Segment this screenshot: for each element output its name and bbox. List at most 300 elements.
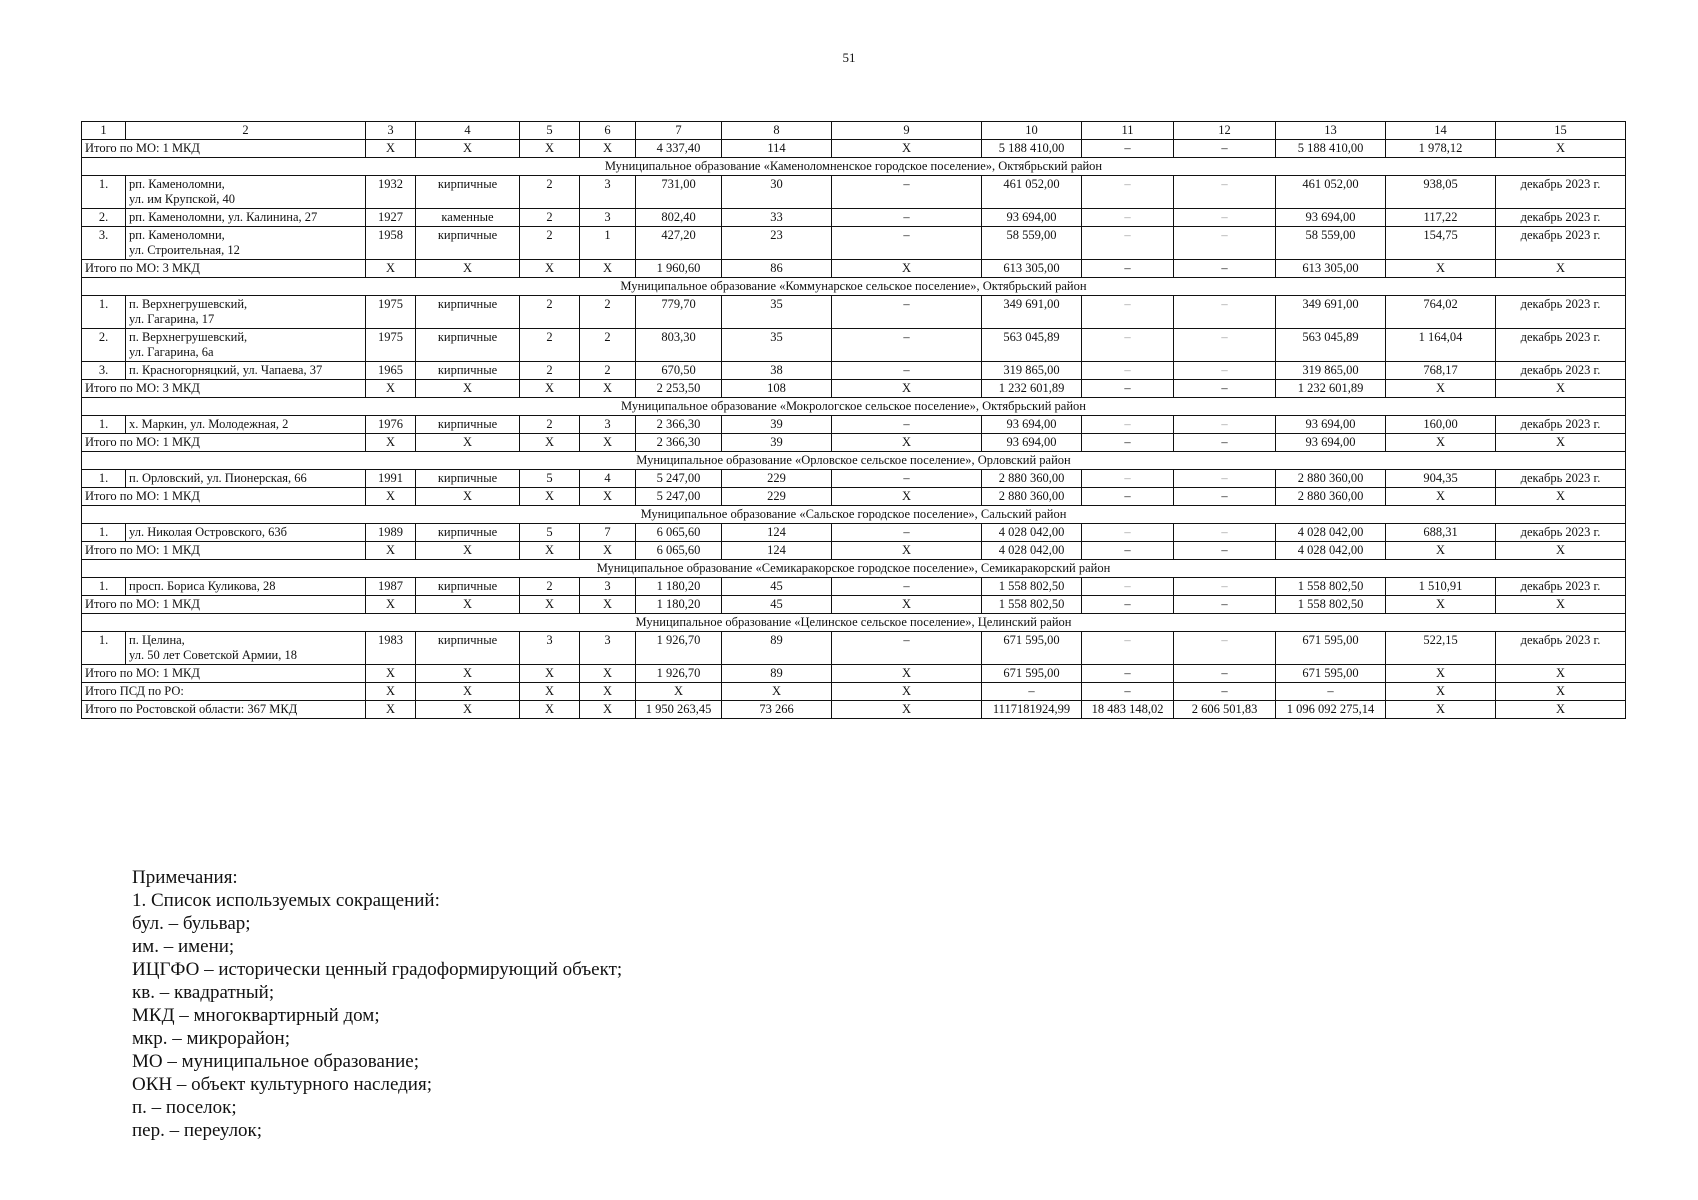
table-cell: X [1496, 434, 1626, 452]
table-cell: X [1496, 665, 1626, 683]
note-line: МО – муниципальное образование; [132, 1051, 420, 1072]
row-number: 2. [82, 209, 126, 227]
table-cell: 5 188 410,00 [982, 140, 1082, 158]
row-number: 2. [82, 329, 126, 362]
table-cell: 73 266 [722, 701, 832, 719]
table-cell: – [1082, 542, 1174, 560]
address-cell: рп. Каменоломни, ул. им Крупской, 40 [126, 176, 366, 209]
table-cell: – [1174, 176, 1276, 209]
table-cell: 5 [520, 470, 580, 488]
row-number: 1. [82, 524, 126, 542]
table-cell: X [520, 701, 580, 719]
table-cell: 1117181924,99 [982, 701, 1082, 719]
table-cell: X [366, 596, 416, 614]
table-cell: 2 [520, 578, 580, 596]
column-number-cell: 4 [416, 122, 520, 140]
table-cell: – [1082, 296, 1174, 329]
table-cell: 114 [722, 140, 832, 158]
table-cell: 671 595,00 [982, 632, 1082, 665]
table-cell: – [1174, 380, 1276, 398]
table-cell: X [520, 140, 580, 158]
table-cell: X [520, 260, 580, 278]
table-cell: – [1082, 416, 1174, 434]
table-cell: 2 [520, 296, 580, 329]
table-cell: – [1174, 416, 1276, 434]
table-cell: – [1174, 665, 1276, 683]
building-row [82, 632, 1626, 665]
total-row [82, 596, 1626, 614]
column-number-cell: 6 [580, 122, 636, 140]
row-number: 1. [82, 632, 126, 665]
table-cell: – [832, 209, 982, 227]
table-cell: 802,40 [636, 209, 722, 227]
table-cell: 1991 [366, 470, 416, 488]
total-row [82, 380, 1626, 398]
municipality-row [82, 452, 1626, 470]
total-label: Итого по МО: 3 МКД [82, 380, 366, 398]
table-cell: X [580, 434, 636, 452]
table-cell: 349 691,00 [1276, 296, 1386, 329]
table-cell: X [1496, 683, 1626, 701]
table-cell: 613 305,00 [1276, 260, 1386, 278]
table-cell: кирпичные [416, 329, 520, 362]
table-cell: 2 [580, 329, 636, 362]
table-cell: 2 366,30 [636, 434, 722, 452]
table-cell: X [832, 596, 982, 614]
table-cell: X [1386, 665, 1496, 683]
column-number-cell: 11 [1082, 122, 1174, 140]
table-cell: кирпичные [416, 416, 520, 434]
table-cell: 3 [580, 176, 636, 209]
table-cell: декабрь 2023 г. [1496, 296, 1626, 329]
table-cell: 3 [580, 416, 636, 434]
table-cell: 4 028 042,00 [982, 542, 1082, 560]
table-cell: – [1174, 362, 1276, 380]
note-line: МКД – многоквартирный дом; [132, 1005, 380, 1026]
municipality-title: Муниципальное образование «Целинское сельское поселение», Целинский район [82, 614, 1626, 632]
table-cell: 764,02 [1386, 296, 1496, 329]
table-cell: X [1386, 701, 1496, 719]
address-cell: рп. Каменоломни, ул. Калинина, 27 [126, 209, 366, 227]
table-cell: – [1082, 470, 1174, 488]
total-row [82, 683, 1626, 701]
table-cell: X [1496, 140, 1626, 158]
row-number: 1. [82, 296, 126, 329]
table-cell: – [1082, 227, 1174, 260]
table-cell: 461 052,00 [982, 176, 1082, 209]
municipality-title: Муниципальное образование «Сальское городское поселение», Сальский район [82, 506, 1626, 524]
table-cell: X [580, 596, 636, 614]
table-cell: 2 880 360,00 [1276, 470, 1386, 488]
notes-lines [132, 889, 622, 1142]
table-cell: декабрь 2023 г. [1496, 578, 1626, 596]
table-cell: – [832, 329, 982, 362]
table-cell: – [1082, 665, 1174, 683]
row-number: 1. [82, 416, 126, 434]
total-label: Итого по МО: 1 МКД [82, 140, 366, 158]
table-cell: – [1174, 542, 1276, 560]
table-cell: X [520, 434, 580, 452]
table-cell: 427,20 [636, 227, 722, 260]
total-row [82, 701, 1626, 719]
table-cell: – [832, 362, 982, 380]
table-cell: 670,50 [636, 362, 722, 380]
table-cell: X [416, 434, 520, 452]
table-cell: – [1082, 362, 1174, 380]
table-cell: декабрь 2023 г. [1496, 329, 1626, 362]
table-cell: 58 559,00 [1276, 227, 1386, 260]
table-cell: 1 180,20 [636, 578, 722, 596]
table-cell: X [580, 683, 636, 701]
table-cell: 39 [722, 416, 832, 434]
table-cell: 688,31 [1386, 524, 1496, 542]
table-cell: – [1082, 380, 1174, 398]
table-cell: 2 253,50 [636, 380, 722, 398]
municipality-title: Муниципальное образование «Мокрологское сельское поселение», Октябрьский район [82, 398, 1626, 416]
municipality-title: Муниципальное образование «Семикаракорское городское поселение», Семикаракорский район [82, 560, 1626, 578]
address-cell: просп. Бориса Куликова, 28 [126, 578, 366, 596]
table-cell: 18 483 148,02 [1082, 701, 1174, 719]
table-cell: – [1174, 296, 1276, 329]
total-row [82, 434, 1626, 452]
table-cell: 1 558 802,50 [1276, 578, 1386, 596]
column-number-cell: 12 [1174, 122, 1276, 140]
table-cell: 671 595,00 [1276, 665, 1386, 683]
table-cell: – [1174, 632, 1276, 665]
table-cell: 563 045,89 [1276, 329, 1386, 362]
address-cell: ул. Николая Островского, 63б [126, 524, 366, 542]
table-cell: 779,70 [636, 296, 722, 329]
table-cell: 93 694,00 [1276, 434, 1386, 452]
total-row [82, 260, 1626, 278]
table-cell: 4 028 042,00 [1276, 524, 1386, 542]
table-cell: X [366, 434, 416, 452]
table-cell: 671 595,00 [1276, 632, 1386, 665]
table-cell: кирпичные [416, 524, 520, 542]
table-cell: X [416, 380, 520, 398]
table-cell: – [1082, 329, 1174, 362]
total-label: Итого по МО: 1 МКД [82, 542, 366, 560]
table-cell: X [1496, 260, 1626, 278]
table-cell: 2 [520, 362, 580, 380]
table-cell: 2 [520, 227, 580, 260]
table-cell: 5 247,00 [636, 488, 722, 506]
table-cell: 86 [722, 260, 832, 278]
table-cell: X [1496, 380, 1626, 398]
column-number-row [82, 122, 1626, 140]
table-cell: декабрь 2023 г. [1496, 176, 1626, 209]
table-cell: 4 [580, 470, 636, 488]
note-line: 1. Список используемых сокращений: [132, 890, 440, 911]
table-cell: 117,22 [1386, 209, 1496, 227]
table-cell: X [1496, 701, 1626, 719]
note-line: п. – поселок; [132, 1097, 237, 1118]
table-cell: 45 [722, 596, 832, 614]
table-cell: X [520, 596, 580, 614]
municipality-row [82, 278, 1626, 296]
table-cell: X [636, 683, 722, 701]
table-cell: X [1386, 434, 1496, 452]
table-cell: 7 [580, 524, 636, 542]
table-cell: – [1082, 683, 1174, 701]
table-cell: – [1082, 176, 1174, 209]
table-cell: 2 [520, 329, 580, 362]
table-cell: – [1174, 329, 1276, 362]
note-line: ОКН – объект культурного наследия; [132, 1074, 432, 1095]
table-cell: – [1082, 632, 1174, 665]
table-cell: 1983 [366, 632, 416, 665]
total-label: Итого по МО: 1 МКД [82, 434, 366, 452]
table-cell: 1975 [366, 296, 416, 329]
note-line: пер. – переулок; [132, 1120, 263, 1141]
table-cell: X [416, 665, 520, 683]
table-cell: 1 978,12 [1386, 140, 1496, 158]
table-cell: 768,17 [1386, 362, 1496, 380]
table-cell: – [832, 470, 982, 488]
table-cell: кирпичные [416, 362, 520, 380]
table-cell: декабрь 2023 г. [1496, 227, 1626, 260]
table-cell: 93 694,00 [982, 416, 1082, 434]
table-cell: 1 950 263,45 [636, 701, 722, 719]
table-cell: 803,30 [636, 329, 722, 362]
note-line: кв. – квадратный; [132, 982, 275, 1003]
table-cell: 4 337,40 [636, 140, 722, 158]
table-cell: 2 880 360,00 [982, 470, 1082, 488]
table-cell: X [416, 542, 520, 560]
table-cell: 4 028 042,00 [1276, 542, 1386, 560]
municipality-row [82, 158, 1626, 176]
table-cell: 1 180,20 [636, 596, 722, 614]
address-cell: п. Красногорняцкий, ул. Чапаева, 37 [126, 362, 366, 380]
table-cell: 160,00 [1386, 416, 1496, 434]
table-cell: 1 232 601,89 [982, 380, 1082, 398]
municipality-title: Муниципальное образование «Каменоломненское городское поселение», Октябрьский район [82, 158, 1626, 176]
table-cell: декабрь 2023 г. [1496, 524, 1626, 542]
table-cell: X [580, 380, 636, 398]
table-cell: – [1082, 578, 1174, 596]
table-cell: 522,15 [1386, 632, 1496, 665]
table-cell: кирпичные [416, 227, 520, 260]
row-number: 1. [82, 470, 126, 488]
table-cell: 2 [580, 296, 636, 329]
table-cell: кирпичные [416, 470, 520, 488]
table-cell: 3 [520, 632, 580, 665]
table-cell: 35 [722, 329, 832, 362]
table-cell: X [366, 488, 416, 506]
page-number: 51 [842, 50, 856, 65]
note-line: бул. – бульвар; [132, 913, 251, 934]
table-cell: X [1386, 380, 1496, 398]
table-cell: 1 [580, 227, 636, 260]
table-cell: X [520, 683, 580, 701]
table-cell: 319 865,00 [982, 362, 1082, 380]
table-cell: декабрь 2023 г. [1496, 470, 1626, 488]
building-row [82, 416, 1626, 434]
table-cell: 1987 [366, 578, 416, 596]
table-cell: 1958 [366, 227, 416, 260]
table-cell: 4 028 042,00 [982, 524, 1082, 542]
table-cell: 154,75 [1386, 227, 1496, 260]
table-cell: X [520, 542, 580, 560]
building-row [82, 329, 1626, 362]
column-number-cell: 1 [82, 122, 126, 140]
table-cell: кирпичные [416, 176, 520, 209]
note-line: им. – имени; [132, 936, 235, 957]
notes-title: Примечания: [132, 867, 238, 888]
table-cell: X [1386, 488, 1496, 506]
table-cell: 5 [520, 524, 580, 542]
table-cell: 2 [520, 176, 580, 209]
table-cell: X [416, 260, 520, 278]
table-cell: – [1174, 683, 1276, 701]
table-cell: 2 366,30 [636, 416, 722, 434]
total-label: Итого по МО: 1 МКД [82, 488, 366, 506]
table-cell: 1 232 601,89 [1276, 380, 1386, 398]
table-cell: X [366, 380, 416, 398]
table-cell: – [832, 632, 982, 665]
table-cell: 108 [722, 380, 832, 398]
address-cell: х. Маркин, ул. Молодежная, 2 [126, 416, 366, 434]
table-cell: декабрь 2023 г. [1496, 209, 1626, 227]
table-cell: 1976 [366, 416, 416, 434]
table-cell: декабрь 2023 г. [1496, 362, 1626, 380]
table-cell: каменные [416, 209, 520, 227]
table-cell: 58 559,00 [982, 227, 1082, 260]
address-cell: рп. Каменоломни, ул. Строительная, 12 [126, 227, 366, 260]
table-cell: – [1174, 488, 1276, 506]
table-cell: – [1174, 434, 1276, 452]
table-cell: X [580, 542, 636, 560]
table-cell: – [1082, 434, 1174, 452]
table-cell: кирпичные [416, 296, 520, 329]
building-row [82, 578, 1626, 596]
municipality-row [82, 506, 1626, 524]
column-number-cell: 5 [520, 122, 580, 140]
municipality-title: Муниципальное образование «Орловское сельское поселение», Орловский район [82, 452, 1626, 470]
table-cell: X [416, 596, 520, 614]
table-cell: 5 188 410,00 [1276, 140, 1386, 158]
registry-table [81, 121, 1626, 719]
table-cell: 124 [722, 524, 832, 542]
table-cell: 2 606 501,83 [1174, 701, 1276, 719]
table-cell: 93 694,00 [982, 434, 1082, 452]
note-line: мкр. – микрорайон; [132, 1028, 290, 1049]
table-cell: X [520, 665, 580, 683]
table-cell: – [832, 578, 982, 596]
table-cell: X [832, 380, 982, 398]
table-cell: 45 [722, 578, 832, 596]
table-cell: – [1174, 227, 1276, 260]
table-cell: X [1386, 596, 1496, 614]
table-cell: – [832, 524, 982, 542]
table-cell: 1 510,91 [1386, 578, 1496, 596]
table-cell: 93 694,00 [1276, 416, 1386, 434]
total-row [82, 140, 1626, 158]
column-number-cell: 13 [1276, 122, 1386, 140]
table-cell: 2 [520, 416, 580, 434]
table-body [82, 122, 1626, 719]
building-row [82, 524, 1626, 542]
column-number-cell: 14 [1386, 122, 1496, 140]
table-cell: X [1496, 488, 1626, 506]
table-cell: X [580, 140, 636, 158]
table-cell: X [832, 488, 982, 506]
table-cell: декабрь 2023 г. [1496, 632, 1626, 665]
table-cell: 319 865,00 [1276, 362, 1386, 380]
table-cell: 2 [580, 362, 636, 380]
table-cell: 461 052,00 [1276, 176, 1386, 209]
table-cell: 1 960,60 [636, 260, 722, 278]
table-cell: 938,05 [1386, 176, 1496, 209]
table-cell: 1 926,70 [636, 665, 722, 683]
table-cell: – [1082, 260, 1174, 278]
table-cell: 671 595,00 [982, 665, 1082, 683]
table-cell: – [832, 176, 982, 209]
table-cell: 1 926,70 [636, 632, 722, 665]
building-row [82, 227, 1626, 260]
table-cell: X [1496, 596, 1626, 614]
table-cell: 124 [722, 542, 832, 560]
table-cell: 563 045,89 [982, 329, 1082, 362]
table-cell: 1989 [366, 524, 416, 542]
column-number-cell: 3 [366, 122, 416, 140]
table-cell: 93 694,00 [982, 209, 1082, 227]
table-cell: – [832, 296, 982, 329]
table-cell: X [832, 683, 982, 701]
table-cell: – [1082, 596, 1174, 614]
municipality-row [82, 614, 1626, 632]
row-number: 1. [82, 176, 126, 209]
address-cell: п. Орловский, ул. Пионерская, 66 [126, 470, 366, 488]
table-cell: 5 247,00 [636, 470, 722, 488]
table-cell: 89 [722, 665, 832, 683]
table-cell: X [832, 140, 982, 158]
table-cell: X [416, 701, 520, 719]
table-cell: X [366, 260, 416, 278]
column-number-cell: 10 [982, 122, 1082, 140]
table-cell: X [366, 683, 416, 701]
table-cell: – [982, 683, 1082, 701]
row-number: 1. [82, 578, 126, 596]
table-cell: X [366, 665, 416, 683]
table-cell: 89 [722, 632, 832, 665]
table-cell: 2 [520, 209, 580, 227]
table-cell: X [1496, 542, 1626, 560]
table-cell: 1927 [366, 209, 416, 227]
table-cell: декабрь 2023 г. [1496, 416, 1626, 434]
table-cell: 1 096 092 275,14 [1276, 701, 1386, 719]
table-cell: 6 065,60 [636, 524, 722, 542]
table-cell: – [1174, 470, 1276, 488]
table-cell: – [832, 227, 982, 260]
table-cell: X [832, 434, 982, 452]
table-cell: 30 [722, 176, 832, 209]
table-cell: 904,35 [1386, 470, 1496, 488]
table-cell: – [1174, 140, 1276, 158]
table-cell: 1 558 802,50 [1276, 596, 1386, 614]
table-cell: X [580, 488, 636, 506]
table-cell: X [1386, 542, 1496, 560]
table-cell: 33 [722, 209, 832, 227]
table-cell: 1 558 802,50 [982, 596, 1082, 614]
table-cell: 2 880 360,00 [982, 488, 1082, 506]
table-cell: – [1174, 209, 1276, 227]
building-row [82, 470, 1626, 488]
table-cell: X [520, 488, 580, 506]
table-cell: 6 065,60 [636, 542, 722, 560]
table-cell: 3 [580, 578, 636, 596]
table-cell: – [832, 416, 982, 434]
